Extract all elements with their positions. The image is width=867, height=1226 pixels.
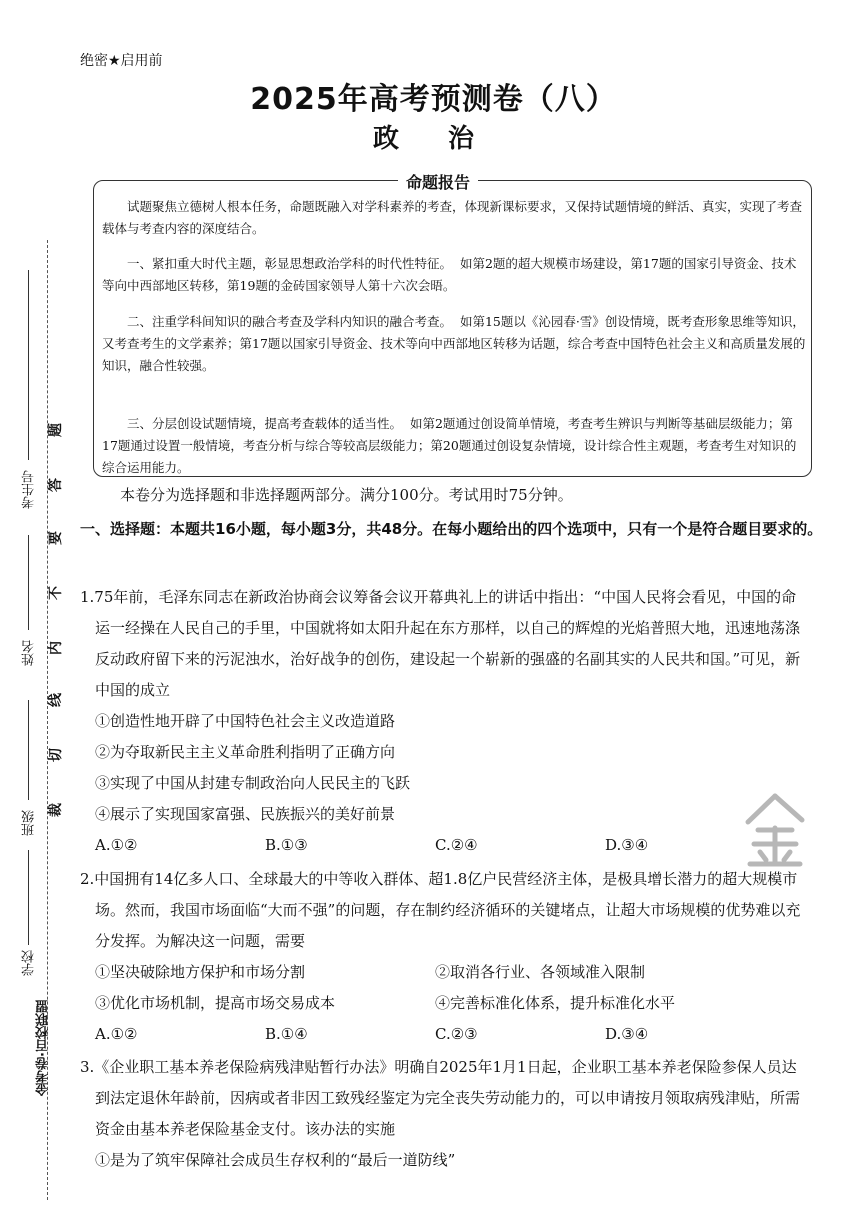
question-3-stem: 3.《企业职工基本养老保险病残津贴暂行办法》明确自2025年1月1日起，企业职工基本养老保险参保人员达到法定退休年龄前，因病或者非因工致残经鉴定为完全丧失劳动能力的，可以申请按月领取病残津贴，所需资金由基本养老保险基金支付。该办法的实施 bbox=[80, 1058, 801, 1138]
q2-choice-a: A.①② bbox=[95, 1025, 138, 1043]
question-3 bbox=[80, 1052, 810, 1176]
q1-choice-a: A.①② bbox=[95, 836, 138, 854]
report-p4-lead: 三、分层创设试题情境，提高考查载体的适当性。 bbox=[127, 416, 403, 431]
field-name-label: 姓名 bbox=[22, 640, 37, 666]
q1-item-4: ④展示了实现国家富强、民族振兴的美好前景 bbox=[95, 805, 396, 823]
cut-char-2: 答 bbox=[48, 478, 64, 492]
question-2-stem: 2.中国拥有14亿多人口、全球最大的中等收入群体、超1.8亿户民营经济主体，是极具增长潜力的超大规模市场。然而，我国市场面临“大而不强”的问题，存在制约经济循环的关键堵点，让超大市场规模的优势难以充分发挥。为解决这一问题，需要 bbox=[80, 870, 801, 950]
question-1-stem: 1.75年前，毛泽东同志在新政治协商会议筹备会议开幕典礼上的讲话中指出：“中国人民将会看见，中国的命运一经操在人民自己的手里，中国就将如太阳升起在东方那样，以自己的辉煌的光焰普照大地，迅速地荡涤反动政府留下来的污泥浊水，治好战争的创伤，建设起一个崭新的强盛的名副其实的人民共和国。”可见，新中国的成立 bbox=[80, 588, 801, 699]
cut-char-6: 线 bbox=[48, 693, 64, 707]
cut-char-8: 裁 bbox=[48, 803, 64, 817]
field-school-label: 学校 bbox=[22, 950, 37, 976]
report-paragraph-1: 试题聚焦立德树人根本任务，命题既融入对学科素养的考查，体现新课标要求，又保持试题情境的鲜活、真实，实现了考查载体与考查内容的深度结合。 bbox=[102, 199, 803, 236]
report-p2-lead: 一、紧扣重大时代主题，彰显思想政治学科的时代性特征。 bbox=[127, 256, 453, 271]
cut-char-7: 切 bbox=[48, 748, 64, 762]
cut-char-3: 要 bbox=[48, 531, 64, 545]
field-name-line bbox=[28, 535, 29, 630]
alliance-label: 金考卷·百校联盟 bbox=[36, 1000, 51, 1096]
cut-char-5: 内 bbox=[48, 641, 64, 655]
q1-choice-c: C.②④ bbox=[435, 836, 478, 854]
field-exam-number-line bbox=[28, 270, 29, 460]
report-p3-body: 如第15题以《沁园春·雪》创设情境，既考查形象思维等知识，又考查考生的文学素养；第17题以国家引导资金、技术等向中西部地区转移为话题，综合考查中国特色社会主义和高质量发展的知识，融合性较强。 bbox=[102, 314, 806, 373]
q1-choice-b: B.①③ bbox=[265, 836, 308, 854]
report-paragraph-4 bbox=[102, 413, 808, 479]
q1-item-3: ③实现了中国从封建专制政治向人民民主的飞跃 bbox=[95, 774, 411, 792]
q2-item-3: ③优化市场机制，提高市场交易成本 bbox=[95, 994, 336, 1012]
q1-item-1: ①创造性地开辟了中国特色社会主义改造道路 bbox=[95, 712, 396, 730]
report-paragraph-3 bbox=[102, 311, 808, 377]
exam-title: 2025年高考预测卷（八） bbox=[250, 82, 617, 117]
report-p4-body: 如第2题通过创设简单情境，考查考生辨识与判断等基础层级能力；第17题通过设置一般情境，考查分析与综合等较高层级能力；第20题通过创设复杂情境，设计综合性主观题，考查考生对知识的综合运用能力。 bbox=[102, 416, 797, 475]
exam-intro: 本卷分为选择题和非选择题两部分。满分100分。考试用时75分钟。 bbox=[120, 486, 573, 504]
question-2 bbox=[80, 864, 810, 1050]
cut-char-4: 不 bbox=[48, 586, 64, 600]
q2-choice-d: D.③④ bbox=[605, 1025, 649, 1043]
field-exam-number-label: 考生号 bbox=[22, 470, 37, 509]
section-1-header: 一、选择题：本题共16小题，每小题3分，共48分。在每小题给出的四个选项中，只有一个是符合题目要求的。 bbox=[80, 520, 823, 538]
field-class-label: 班级 bbox=[22, 810, 37, 836]
confidential-note: 绝密★启用前 bbox=[80, 53, 163, 69]
field-school-line bbox=[28, 850, 29, 945]
q2-choice-b: B.①④ bbox=[265, 1025, 308, 1043]
field-class-line bbox=[28, 700, 29, 800]
q3-item-1: ①是为了筑牢保障社会成员生存权利的“最后一道防线” bbox=[95, 1151, 456, 1169]
report-heading: 命题报告 bbox=[398, 170, 478, 193]
question-1 bbox=[80, 582, 810, 861]
watermark-stamp-icon bbox=[740, 790, 810, 870]
q1-choice-d: D.③④ bbox=[605, 836, 649, 854]
cut-char-1: 题 bbox=[48, 423, 64, 437]
report-p3-lead: 二、注重学科间知识的融合考查及学科内知识的融合考查。 bbox=[127, 314, 453, 329]
q2-choice-c: C.②③ bbox=[435, 1025, 478, 1043]
report-p2-body: 如第2题的超大规模市场建设，第17题的国家引导资金、技术等向中西部地区转移，第19题的金砖国家领导人第十六次会晤。 bbox=[102, 256, 797, 293]
q1-item-2: ②为夺取新民主主义革命胜利指明了正确方向 bbox=[95, 743, 396, 761]
q2-item-1: ①坚决破除地方保护和市场分割 bbox=[95, 963, 306, 981]
q2-item-2: ②取消各行业、各领域准入限制 bbox=[435, 963, 646, 981]
report-paragraph-2 bbox=[102, 253, 808, 297]
q2-item-4: ④完善标准化体系，提升标准化水平 bbox=[435, 994, 676, 1012]
subject-title: 政 治 bbox=[372, 124, 495, 154]
